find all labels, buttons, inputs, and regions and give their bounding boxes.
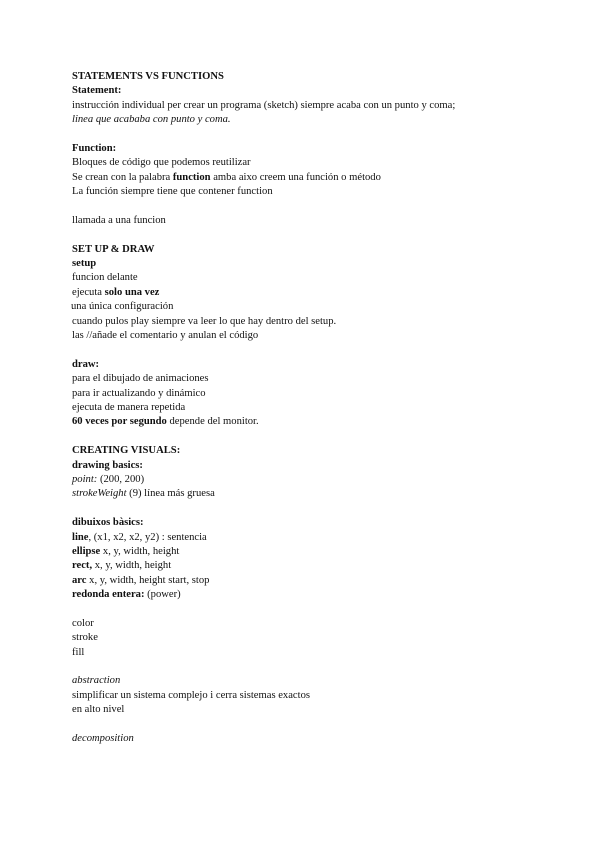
ellipse-keyword: ellipse (72, 545, 101, 557)
arc-keyword: arc (72, 574, 87, 586)
function-label: Function: (72, 142, 117, 154)
point-line (72, 473, 542, 487)
spacer (72, 602, 542, 616)
setup-line-2-bold: solo una vez (104, 286, 160, 298)
ellipse-line (72, 545, 542, 559)
draw-label: draw: (72, 358, 100, 370)
draw-line-2: para ir actualizando y dinámico (72, 387, 206, 399)
spacer (72, 660, 542, 674)
line-keyword: line (72, 531, 89, 543)
decomposition-label: decomposition (72, 732, 134, 744)
point-args: (200, 200) (97, 473, 145, 485)
abstraction-line-2: en alto nivel (72, 704, 125, 716)
abstraction-line-1: simplificar un sistema complejo i cerra sistemas exactos (72, 689, 310, 701)
setup-line-5: las //añade el comentario y anulan el código (72, 330, 259, 342)
ellipse-args: x, y, width, height (100, 545, 180, 557)
draw-line-3: ejecuta de manera repetida (72, 401, 186, 413)
function-line-2 (72, 171, 542, 185)
rect-line (72, 559, 542, 573)
setup-line-3: una única configuración (71, 301, 174, 313)
function-line-2-post: amba aixo creem una función o método (210, 171, 381, 183)
called-line: llamada a una funcion (72, 214, 166, 226)
redonda-args: (power) (144, 589, 181, 601)
abstraction-label: abstraction (72, 675, 121, 687)
arc-line (72, 574, 542, 588)
strokeweight-keyword: strokeWeight (72, 488, 127, 500)
setup-label: setup (72, 258, 97, 270)
redonda-line (72, 588, 542, 602)
rect-keyword: rect, (72, 560, 93, 572)
spacer (72, 228, 542, 242)
point-keyword: point: (72, 473, 98, 485)
drawing-basics-label: drawing basics: (72, 459, 143, 471)
document-page (72, 70, 542, 746)
spacer (72, 718, 542, 732)
strokeweight-line (72, 487, 542, 501)
function-line-2-pre: Se crean con la palabra (72, 171, 173, 183)
statement-line-1: instrucción individual per crear un programa (sketch) siempre acaba con un punto y coma; (72, 99, 456, 111)
dibuixos-label: dibuixos bàsics: (72, 517, 144, 529)
function-keyword: function (172, 171, 211, 183)
arc-args: x, y, width, height start, stop (86, 574, 210, 586)
setup-line-4: cuando pulos play siempre va leer lo que hay dentro del setup. (72, 315, 337, 327)
stroke-line: stroke (72, 632, 98, 644)
strokeweight-args: (9) línea más gruesa (126, 488, 215, 500)
rect-args: x, y, width, height (92, 560, 172, 572)
draw-line-4 (72, 415, 542, 429)
line-line (72, 531, 542, 545)
line-args: , (x1, x2, x2, y2) : sentencia (88, 531, 207, 543)
statement-line-2: linea que acababa con punto y coma. (72, 114, 231, 126)
fill-line: fill (72, 646, 85, 658)
setup-line-1: funcion delante (72, 272, 138, 284)
setup-line-2 (72, 286, 542, 300)
setup-line-2-pre: ejecuta (72, 286, 105, 298)
draw-line-4-post: depende del monitor. (166, 416, 259, 428)
spacer (72, 128, 542, 142)
draw-line-4-bold: 60 veces por segundo (72, 416, 167, 428)
heading-setup-draw: SET UP & DRAW (72, 243, 155, 255)
draw-line-1: para el dibujado de animaciones (72, 373, 209, 385)
heading-statements-vs-functions: STATEMENTS VS FUNCTIONS (72, 71, 224, 82)
spacer (72, 502, 542, 516)
heading-creating-visuals: CREATING VISUALS: (72, 445, 181, 457)
spacer (72, 430, 542, 444)
color-line: color (72, 617, 94, 629)
redonda-keyword: redonda entera: (72, 589, 145, 601)
spacer (72, 200, 542, 214)
statement-label: Statement: (72, 85, 122, 97)
function-line-1: Bloques de código que podemos reutilizar (72, 157, 251, 169)
function-line-3: La función siempre tiene que contener function (72, 186, 273, 198)
spacer (72, 343, 542, 357)
